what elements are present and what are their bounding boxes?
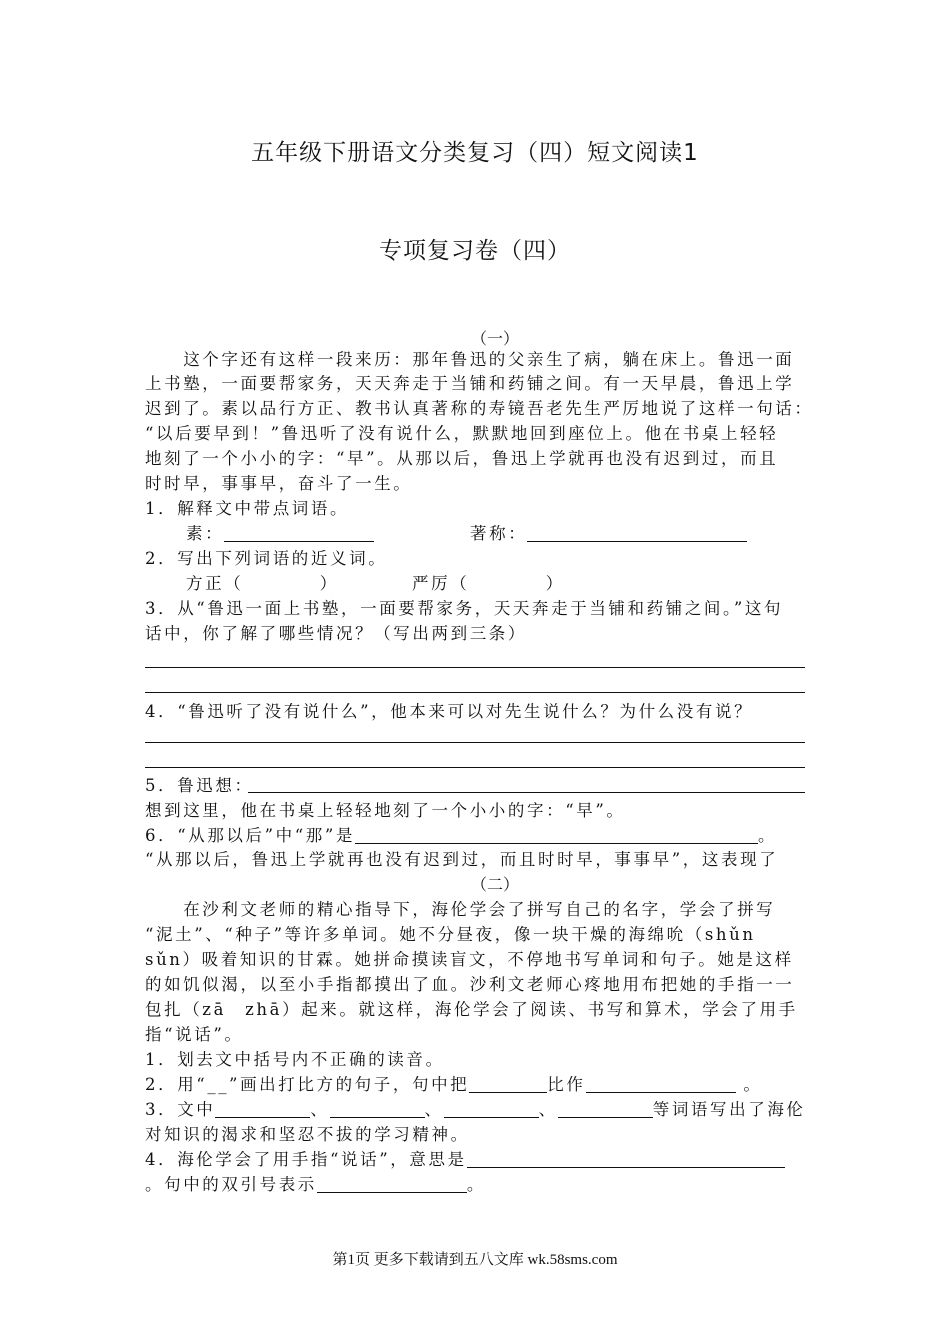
passage-1-line: 上书塾，一面要帮家务，天天奔走于当铺和药铺之间。有一天早晨，鲁迅上学 <box>145 374 795 393</box>
answer-zhucheng-label: 著称： <box>470 522 747 546</box>
answer-blank[interactable] <box>469 1076 547 1093</box>
answer-blank[interactable] <box>330 1101 425 1118</box>
answer-blank[interactable] <box>558 1101 653 1118</box>
passage-2-line: sǔn）吸着知识的甘霖。她拼命摸读盲文，不停地书写单词和句子。她是这样 <box>145 950 794 969</box>
question-1-1: 1．解释文中带点词语。 <box>145 499 350 518</box>
passage-1-line: “以后要早到！”鲁迅听了没有说什么，默默地回到座位上。他在书桌上轻轻 <box>145 424 779 443</box>
passage-1-line: 时时早，事事早，奋斗了一生。 <box>145 474 413 493</box>
passage-1-line: 这个字还有这样一段来历：那年鲁迅的父亲生了病，躺在床上。鲁迅一面 <box>145 350 795 369</box>
passage-2-line: “泥土”、“种子”等许多单词。她不分昼夜，像一块干燥的海绵吮（shǔn <box>145 925 756 944</box>
question-2-3: 3．文中 、 、 、 等词语写出了海伦 <box>145 1100 806 1119</box>
answer-blank[interactable] <box>317 1176 467 1193</box>
page-footer: 第1页 更多下载请到五八文库 wk.58sms.com <box>332 1252 618 1268</box>
answer-line[interactable] <box>145 742 805 743</box>
answer-line[interactable] <box>248 792 805 793</box>
section-2-heading: （二） <box>470 875 519 894</box>
synonym-yanli[interactable]: 严厉（ ） <box>412 574 565 593</box>
question-2-4-line2: 。句中的双引号表示 。 <box>145 1175 487 1194</box>
answer-blank[interactable] <box>586 1076 736 1093</box>
answer-blank[interactable] <box>215 1101 310 1118</box>
question-1-6: 6．“从那以后”中“那”是 。 <box>145 826 778 845</box>
page-subtitle: 专项复习卷（四） <box>379 238 571 264</box>
question-1-4: 4．“鲁迅听了没有说什么”，他本来可以对先生说什么？为什么没有说？ <box>145 702 754 721</box>
question-1-3-line2: 话中，你了解了哪些情况？（写出两到三条） <box>145 624 527 643</box>
answer-line[interactable] <box>145 667 805 668</box>
answer-line[interactable] <box>145 692 805 693</box>
passage-1-line: 地刻了一个小小的字：“早”。从那以后，鲁迅上学就再也没有迟到过，而且 <box>145 449 779 468</box>
question-2-2: 2．用“__”画出打比方的句子，句中把 比作 。 <box>145 1075 763 1094</box>
passage-2-line: 在沙利文老师的精心指导下，海伦学会了拼写自己的名字，学会了拼写 <box>145 900 776 919</box>
section-1-heading: （一） <box>470 329 519 348</box>
answer-blank[interactable] <box>467 1151 785 1168</box>
synonym-fangzheng[interactable]: 方正（ ） <box>186 574 339 593</box>
answer-zhucheng-blank[interactable] <box>527 525 747 542</box>
passage-2-line: 包扎（zā zhā）起来。就这样，海伦学会了阅读、书写和算术，学会了用手 <box>145 1000 798 1019</box>
question-1-3-line1: 3．从“鲁迅一面上书塾，一面要帮家务，天天奔走于当铺和药铺之间。”这句 <box>145 599 784 618</box>
question-1-6-line2: “从那以后，鲁迅上学就再也没有迟到过，而且时时早，事事早”，这表现了 <box>145 850 779 869</box>
passage-1-line: 迟到了。素以品行方正、教书认真著称的寿镜吾老先生严厉地说了这样一句话： <box>145 399 814 418</box>
answer-su-label: 素： <box>186 522 374 546</box>
answer-blank[interactable] <box>355 827 758 844</box>
page-title: 五年级下册语文分类复习（四）短文阅读1 <box>251 140 699 166</box>
question-1-2: 2．写出下列词语的近义词。 <box>145 549 388 568</box>
question-2-1: 1．划去文中括号内不正确的读音。 <box>145 1050 445 1069</box>
passage-2-line: 指“说话”。 <box>145 1025 244 1044</box>
question-1-5-line2: 想到这里，他在书桌上轻轻地刻了一个小小的字：“早”。 <box>145 801 626 820</box>
answer-blank[interactable] <box>444 1101 539 1118</box>
answer-line[interactable] <box>145 767 805 768</box>
question-2-3-line2: 对知识的渴求和坚忍不拔的学习精神。 <box>145 1125 470 1144</box>
answer-su-blank[interactable] <box>224 525 374 542</box>
passage-2-line: 的如饥似渴，以至小手指都摸出了血。沙利文老师心疼地用布把她的手指一一 <box>145 975 795 994</box>
question-1-5-label: 5．鲁迅想： <box>145 776 254 795</box>
question-2-4: 4．海伦学会了用手指“说话”，意思是 <box>145 1148 785 1172</box>
